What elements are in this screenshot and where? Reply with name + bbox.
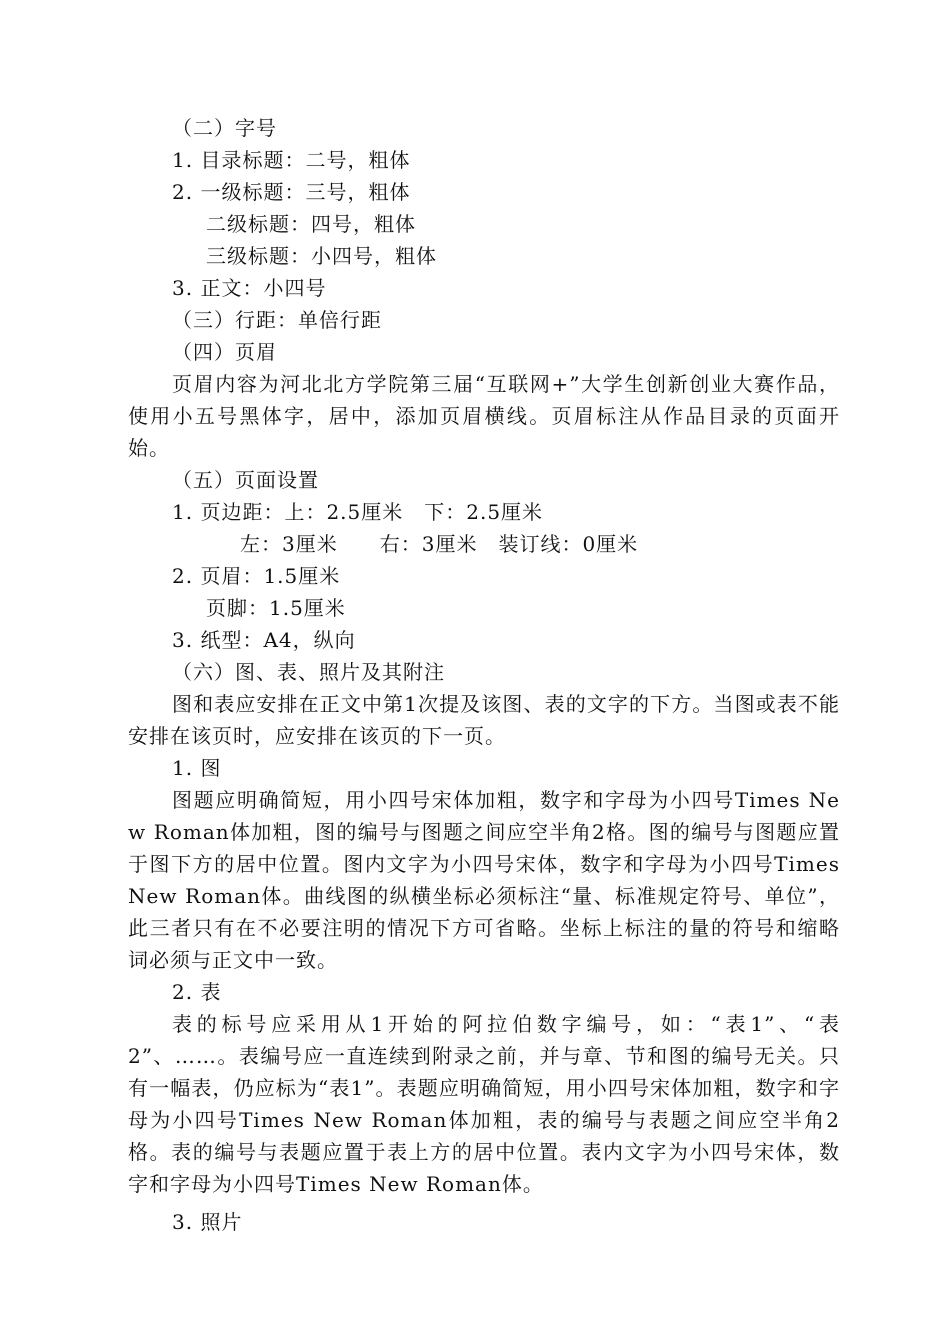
list-item-margins: 1. 页边距：上：2.5厘米 下：2.5厘米	[172, 500, 544, 524]
list-item-header-distance: 2. 页眉：1.5厘米	[172, 564, 341, 588]
paragraph-figures-rules: 图题应明确简短，用小四号宋体加粗，数字和字母为小四号Times New Roman体加粗，图的编号与图题之间应空半角2格。图的编号与图题应置于图下方的居中位置。图内文字为小四号宋体，数字和字母为小四号Times New Roman体。曲线图的纵横坐标必须标注“量、标准规定符号、单位”，此三者只有在不必要注明的情况下方可省略。坐标上标注的量的符号和缩略词必须与正文中一致。	[128, 788, 840, 972]
subheading-tables: 2. 表	[172, 980, 222, 1004]
section-heading-figures-tables: （六）图、表、照片及其附注	[172, 660, 445, 684]
section-heading-header: （四）页眉	[172, 340, 277, 364]
subheading-photos: 3. 照片	[172, 1210, 243, 1234]
paragraph-header-content: 页眉内容为河北北方学院第三届“互联网+”大学生创新创业大赛作品，使用小五号黑体字，居中，添加页眉横线。页眉标注从作品目录的页面开始。	[128, 372, 840, 460]
paragraph-figures-tables-placement: 图和表应安排在正文中第1次提及该图、表的文字的下方。当图或表不能安排在该页时，应安排在该页的下一页。	[128, 692, 840, 748]
list-item-body-text: 3. 正文：小四号	[172, 276, 327, 300]
list-item-level3-title: 三级标题：小四号，粗体	[206, 244, 437, 268]
list-item-toc-title: 1. 目录标题：二号，粗体	[172, 148, 411, 172]
list-item-level1-title: 2. 一级标题：三号，粗体	[172, 180, 411, 204]
section-heading-page-setup: （五）页面设置	[172, 468, 319, 492]
paragraph-tables-rules: 表的标号应采用从1开始的阿拉伯数字编号，如：“表1”、“表2”、……。表编号应一直连续到附录之前，并与章、节和图的编号无关。只有一幅表，仍应标为“表1”。表题应明确简短，用小四号宋体加粗，数字和字母为小四号Times New Roman体加粗，表的编号与表题之间应空半角2格。表的编号与表题应置于表上方的居中位置。表内文字为小四号宋体，数字和字母为小四号Times New Roman体。	[128, 1012, 840, 1196]
subheading-figures: 1. 图	[172, 756, 222, 780]
list-item-level2-title: 二级标题：四号，粗体	[206, 212, 416, 236]
list-item-margins-left-right: 左：3厘米 右：3厘米 装订线：0厘米	[240, 532, 639, 556]
section-heading-line-spacing: （三）行距：单倍行距	[172, 308, 382, 332]
section-heading-font-size: （二）字号	[172, 116, 277, 140]
list-item-footer-distance: 页脚：1.5厘米	[206, 596, 346, 620]
document-body	[128, 112, 840, 1238]
list-item-paper-type: 3. 纸型：A4，纵向	[172, 628, 356, 652]
